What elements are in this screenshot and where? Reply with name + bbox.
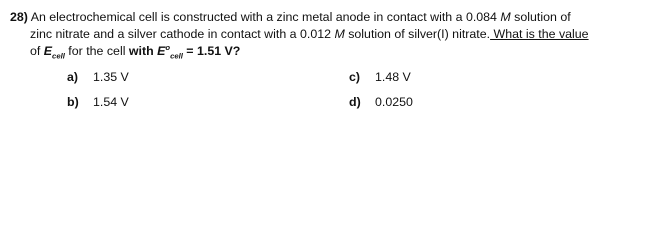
question-line2-mid: solution of silver(I) nitrate.: [344, 27, 491, 41]
question-line2-start: zinc nitrate and a silver cathode in contact with a 0.012: [30, 27, 335, 41]
with-label: with: [128, 44, 158, 58]
question-line3-mid: for the cell: [64, 44, 129, 58]
choice-letter: c): [349, 70, 361, 84]
question-line-1: [10, 9, 658, 26]
choice-value: 1.48 V: [375, 70, 411, 84]
question-line-3: [10, 43, 658, 60]
question-line-2: [10, 26, 658, 43]
choice-letter: d): [349, 95, 361, 109]
standard-ecell-value: = 1.51 V?: [182, 44, 241, 58]
answer-choice-b[interactable]: [67, 94, 129, 111]
question-text: [10, 9, 658, 60]
choice-letter: b): [67, 95, 79, 109]
question-prompt-underlined: What is the value: [490, 27, 589, 41]
choice-value: 1.35 V: [93, 70, 129, 84]
choice-value: 0.0250: [375, 95, 413, 109]
question-line1-text: An electrochemical cell is constructed with a zinc metal anode in contact with a 0.084: [30, 10, 501, 24]
answer-choice-a[interactable]: [67, 69, 129, 86]
answer-choice-c[interactable]: [349, 69, 411, 86]
answer-choice-d[interactable]: [349, 94, 413, 111]
molarity-unit-1: M: [500, 10, 511, 24]
molarity-unit-2: M: [334, 27, 345, 41]
choice-value: 1.54 V: [93, 95, 129, 109]
ecell-symbol: $E_{cell}$: [43, 44, 65, 61]
question-line3-start: of: [30, 44, 44, 58]
choice-letter: a): [67, 70, 79, 84]
question-line1-end: solution of: [510, 10, 571, 24]
question-number: 28): [10, 10, 28, 24]
standard-ecell-symbol: $E^o_{cell}$: [157, 42, 183, 61]
